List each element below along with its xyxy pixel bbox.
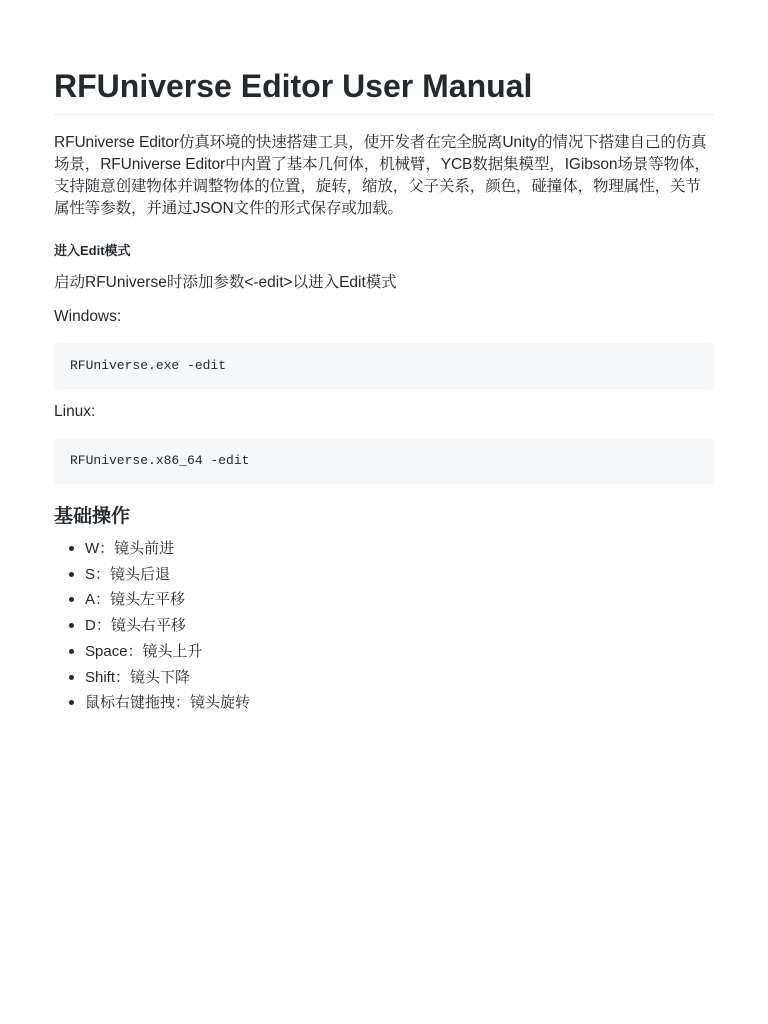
bullet-icon (69, 572, 74, 577)
list-item (85, 562, 714, 588)
bullet-icon (69, 597, 74, 602)
list-item (85, 613, 714, 639)
basic-ops-heading: 基础操作 (54, 506, 131, 527)
linux-command: RFUniverse.x86_64 -edit (70, 453, 250, 468)
bullet-icon (69, 623, 74, 628)
list-item (85, 587, 714, 613)
bullet-icon (69, 649, 74, 654)
bullet-icon (69, 675, 74, 680)
list-item (85, 536, 714, 562)
list-item-text: Shift：镜头下降 (85, 668, 191, 686)
list-item (85, 665, 714, 691)
list-item (85, 639, 714, 665)
basic-ops-list (54, 536, 714, 716)
bullet-icon (69, 546, 74, 551)
list-item-text: D：镜头右平移 (85, 617, 186, 635)
list-item-text: A：镜头左平移 (85, 591, 186, 609)
edit-mode-heading: 进入Edit模式 (54, 243, 131, 258)
linux-code-block (54, 438, 714, 484)
windows-label: Windows: (54, 308, 122, 325)
list-item (85, 690, 714, 716)
page-title: RFUniverse Editor User Manual (54, 66, 714, 115)
list-item-text: Space：镜头上升 (85, 642, 203, 660)
list-item-text: S：镜头后退 (85, 565, 171, 583)
bullet-icon (69, 700, 74, 705)
windows-code-block (54, 343, 714, 389)
windows-command: RFUniverse.exe -edit (70, 358, 227, 373)
edit-mode-description: 启动RFUniverse时添加参数<-edit>以进入Edit模式 (54, 274, 397, 291)
linux-label: Linux: (54, 403, 96, 420)
intro-paragraph: RFUniverse Editor仿真环境的快速搭建工具，使开发者在完全脱离Unity的情况下搭建自己的仿真场景，RFUniverse Editor中内置了基本几何体，机械臂，YCB数据集模型，IGibson场景等物体，支持随意创建物体并调整物体的位置，旋转，缩放，父子关系，颜色，碰撞体，物理属性，关节属性等参数，并通过JSON文件的形式保存或加载。 (54, 134, 710, 217)
list-item-text: 鼠标右键拖拽：镜头旋转 (85, 694, 251, 712)
list-item-text: W：镜头前进 (85, 540, 175, 557)
